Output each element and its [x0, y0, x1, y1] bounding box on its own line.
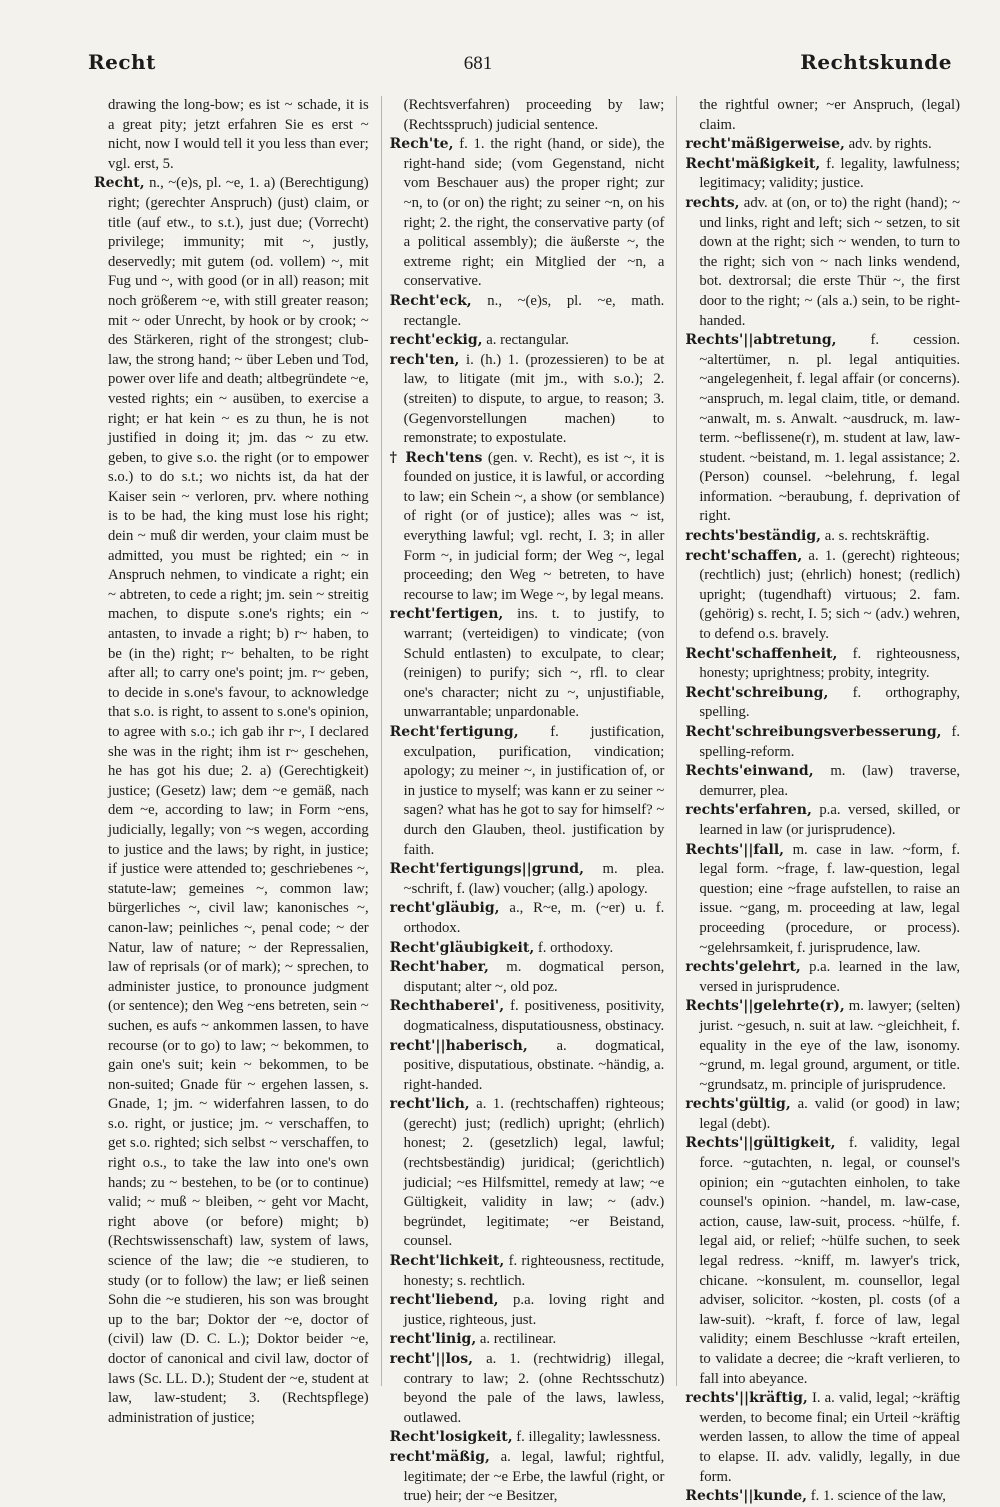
entry-definition: a. rectilinear. — [479, 1331, 557, 1348]
entry-headword: rechts'||kräftig, — [685, 1390, 808, 1407]
dictionary-entry — [685, 155, 960, 194]
entry-headword: recht'mäßigerweise, — [685, 136, 845, 153]
entry-definition: f. illegality; lawlessness. — [516, 1429, 661, 1446]
dictionary-entry — [685, 762, 960, 801]
entry-headword: Recht'eck, — [389, 292, 472, 309]
dictionary-entry — [390, 449, 665, 606]
dictionary-entry — [390, 723, 665, 860]
entry-definition: a., R~e, m. (~er) u. f. orthodox. — [403, 900, 665, 936]
entry-headword: Recht'schaffenheit, — [685, 645, 838, 662]
entry-definition: f. 1. the right (hand, or side), the right-hand side; (vom Gegenstand, nicht vom Beschauer aus) the proper right; zur ~n, to (or on) the right; zu seiner ~n, on his right; 2. the right, the conservative party (of a political assembly); die äußerste ~, the extreme right; ein Mitglied der ~n, a conservative. — [403, 136, 665, 290]
dictionary-entry — [390, 605, 665, 723]
entry-headword: recht'lich, — [389, 1096, 470, 1113]
entry-headword: recht'||haberisch, — [389, 1037, 528, 1054]
entry-definition: f. spelling-reform. — [699, 724, 961, 760]
entry-definition: a. legal, lawful; rightful, legitimate; der ~e Erbe, the lawful (right, or true) heir; der ~e Besitzer, — [403, 1448, 665, 1505]
entry-definition: (gen. v. Recht), es ist ~, it is founded on justice, it is lawful, or according to law; ein Schein ~, a show (or semblance) of right (or of justice); alles was ~ ist, everything lawful; vgl. recht, I. 3; in aller Form ~, in judicial form; der Weg ~, legal proceeding; den Weg ~ betreten, to have recourse to law; im Wege ~, by legal means. — [403, 449, 665, 603]
column-3 — [676, 96, 961, 1505]
dictionary-entry — [685, 331, 960, 527]
entry-headword: Rech'te, — [389, 136, 454, 153]
entry-headword: Rechts'||fall, — [685, 841, 785, 858]
dictionary-entry — [390, 860, 665, 899]
dictionary-entry — [685, 958, 960, 997]
entry-definition: f. 1. science of the law, — [810, 1488, 946, 1505]
entry-headword: Rechts'||gültigkeit, — [685, 1135, 836, 1152]
entry-definition: f. positiveness, positivity, dogmaticalness, disputatiousness, obstinacy. — [403, 998, 665, 1034]
entry-headword: recht'liebend, — [389, 1292, 499, 1309]
header-right-guideword: Rechtskunde — [800, 50, 952, 74]
entry-definition: f. righteousness, rectitude, honesty; s. rechtlich. — [403, 1253, 665, 1289]
entry-definition: p.a. versed, skilled, or learned in law (or jurisprudence). — [699, 802, 961, 838]
dictionary-entry — [94, 174, 369, 1428]
entry-headword: rechts, — [685, 194, 740, 211]
entry-definition: m. case in law. ~form, f. legal form. ~frage, f. law-question, legal question; eine ~frage aufstellen, to raise an issue. ~gang, m. proceeding at law, legal proceeding (procedure, or process). ~gelehrsamkeit, f. jurisprudence, law. — [699, 841, 961, 956]
dictionary-entry — [390, 1448, 665, 1507]
dictionary-entry — [390, 1350, 665, 1428]
dictionary-entry — [685, 135, 960, 155]
entry-definition: p.a. learned in the law, versed in jurisprudence. — [699, 959, 961, 995]
entry-headword: recht'gläubig, — [389, 900, 500, 917]
entry-headword: rech'ten, — [389, 351, 460, 368]
dictionary-entry — [390, 135, 665, 292]
entry-headword: rechts'erfahren, — [685, 802, 812, 819]
dictionary-entry — [390, 1037, 665, 1096]
entry-definition: a. rectangular. — [486, 332, 569, 349]
entry-headword: Recht'gläubigkeit, — [389, 939, 535, 956]
dictionary-entry — [685, 841, 960, 959]
entry-definition: f. validity, legal force. ~gutachten, n. legal, or counsel's opinion; ein ~gutachten einholen, to take counsel's opinion. ~handel, m. law-case, action, cause, law-suit, process. ~hülfe, f. legal aid, or relief; ~hülfe suchen, to seek legal redress. ~kniff, m. lawyer's trick, chicane. ~konsulent, m. counsellor, legal adviser, solicitor. ~kosten, pl. costs (of a law-suit). ~kraft, f. force of law, legal validity; einem Beschlusse ~kraft erteilen, to validate a decree; die ~kraft verlieren, to fall into abeyance. — [699, 1135, 961, 1387]
entry-definition: I. a. valid, legal; ~kräftig werden, to become final; ein Urteil ~kräftig werden lassen, to allow the time of appeal to elapse. II. adv. validly, legally, in due form. — [699, 1390, 961, 1485]
entry-headword: recht'eckig, — [389, 332, 483, 349]
dictionary-entry — [685, 1134, 960, 1389]
page-number: 681 — [463, 53, 493, 74]
entry-definition: m. (law) traverse, demurrer, plea. — [699, 763, 961, 799]
entry-headword: rechts'beständig, — [685, 528, 822, 545]
entry-definition: a. s. rechtskräftig. — [824, 528, 930, 545]
entry-headword: rechts'gelehrt, — [685, 959, 801, 976]
dictionary-entry — [685, 1487, 960, 1507]
entry-definition: a. dogmatical, positive, disputatious, obstinate. ~händig, a. right-handed. — [403, 1037, 665, 1093]
entry-definition: m. lawyer; (selten) jurist. ~gesuch, n. suit at law. ~gleichheit, f. equality in the eye of the law, isonomy. ~grund, m. legal ground, argument, or title. ~grundsatz, m. principle of jurisprudence. — [699, 998, 961, 1093]
entry-headword: Rechthaberei', — [389, 998, 505, 1015]
entry-definition: a. 1. (rechtwidrig) illegal, contrary to law; 2. (ohne Rechtsschutz) beyond the pale of the laws, lawless, outlawed. — [403, 1351, 665, 1426]
entry-definition: i. (h.) 1. (prozessieren) to be at law, to litigate (mit jm., with s.o.); 2. (streiten) to dispute, to argue, to reason; 3. (Gegenvorstellungen machen) to remonstrate; to expostulate. — [403, 351, 665, 447]
entry-definition: m. plea. ~schrift, f. (law) voucher; (allg.) apology. — [403, 861, 665, 897]
dictionary-entry — [390, 1252, 665, 1291]
entry-headword: Rechts'einwand, — [685, 763, 814, 780]
entry-headword: Recht, — [94, 175, 145, 192]
dictionary-entry — [390, 899, 665, 938]
column-1 — [94, 96, 369, 1426]
dictionary-entry — [390, 1428, 665, 1448]
entry-headword: Rechts'||gelehrte(r), — [685, 998, 845, 1015]
entry-headword: † Rech'tens — [389, 449, 483, 466]
entry-definition: f. cession. ~altertümer, n. pl. legal antiquities. ~angelegenheit, f. legal affair (or concerns). ~anspruch, m. legal claim, title, or demand. ~anwalt, m. s. Anwalt. ~ausdruck, m. law-term. ~beflissene(r), m. student at law, law-student. ~beistand, m. 1. legal assistance; 2. (Person) counsel. ~belehrung, f. legal information. ~beraubung, f. deprivation of right. — [699, 332, 961, 525]
dictionary-entry — [390, 939, 665, 959]
dictionary-entry — [685, 997, 960, 1095]
header-left-guideword: Recht — [88, 50, 156, 74]
entry-definition: f. legality, lawfulness; legitimacy; validity; justice. — [699, 155, 961, 192]
dictionary-entry — [390, 96, 665, 135]
entry-headword: recht'fertigen, — [389, 606, 504, 623]
entry-headword: recht'schaffen, — [685, 547, 803, 564]
dictionary-entry — [390, 292, 665, 331]
dictionary-entry — [390, 351, 665, 449]
entry-definition: a. 1. (rechtschaffen) righteous; (gerecht) just; (redlich) upright; (ehrlich) honest; 2. (gesetzlich) legal, lawful; (rechtsbeständig) juridical; (gerichtlich) judicial; ~es Hilfsmittel, remedy at law; ~e Gültigkeit, validity in law; ~ (adv.) begründet, legitimate; ~er Beistand, counsel. — [403, 1096, 665, 1250]
entry-definition: a. 1. (gerecht) righteous; (rechtlich) just; (ehrlich) honest; (redlich) upright; (tugendhaft) virtuous; 2. fam. (gehörig) s. recht, I. 5; sich ~ (adv.) wehren, to defend o.s. bravely. — [699, 547, 961, 643]
entry-definition: adv. by rights. — [848, 136, 932, 153]
dictionary-entry — [390, 958, 665, 997]
entry-definition: f. orthography, spelling. — [699, 684, 961, 721]
dictionary-entry — [685, 723, 960, 762]
entry-definition: f. justification, exculpation, purification, vindication; apology; zu meiner ~, in justification of, or in justice to myself; was kann er zu seiner ~ sagen? what has he got to say for himself? ~ durch den Glauben, theol. justification by faith. — [403, 724, 665, 858]
dictionary-entry — [685, 96, 960, 135]
entry-definition: (Rechtsverfahren) proceeding by law; (Rechtsspruch) judicial sentence. — [403, 97, 665, 133]
dictionary-entry — [685, 1095, 960, 1134]
entry-headword: Recht'schreibung, — [685, 684, 829, 701]
entry-headword: Rechts'||abtretung, — [685, 332, 837, 349]
dictionary-entry — [390, 1291, 665, 1330]
entry-definition: f. orthodoxy. — [537, 939, 614, 956]
columns — [94, 96, 961, 1505]
entry-headword: rechts'gültig, — [685, 1096, 791, 1113]
entry-headword: recht'mäßig, — [389, 1448, 490, 1465]
entry-headword: Recht'fertigung, — [389, 724, 519, 740]
entry-headword: Rechts'||kunde, — [685, 1488, 808, 1505]
dictionary-entry — [685, 194, 960, 331]
dictionary-entry — [685, 645, 960, 684]
entry-definition: a. valid (or good) in law; legal (debt). — [699, 1096, 961, 1132]
entry-definition: m. dogmatical person, disputant; alter ~, old poz. — [403, 959, 665, 995]
entry-headword: Recht'schreibungsverbesserung, — [685, 724, 942, 740]
dictionary-entry — [685, 1389, 960, 1487]
column-2 — [381, 96, 665, 1505]
dictionary-entry — [94, 96, 369, 174]
dictionary-entry — [685, 547, 960, 645]
entry-headword: Recht'losigkeit, — [389, 1429, 513, 1446]
dictionary-entry — [390, 997, 665, 1036]
entry-definition: p.a. loving right and justice, righteous, just. — [403, 1292, 665, 1328]
dictionary-entry — [685, 684, 960, 723]
dictionary-entry — [390, 1095, 665, 1252]
entry-definition: f. righteousness, honesty; uprightness; probity, integrity. — [699, 645, 961, 682]
entry-definition: n., ~(e)s, pl. ~e, 1. a) (Berechtigung) right; (gerechter Anspruch) (just) claim, or title (auf etw., to s.t.), just due; (Vorrecht) privilege; immunity; mit ~, justly, deservedly; mit gutem (od. vollem) ~, mit Fug und ~, with good (or in all) reason; mit noch größerem ~e, with still greater reason; mit ~ oder Unrecht, by hook or by crook; ~ des Stärkeren, right of the strongest; club-law, the strong hand; ~ über Leben und Tod, power over life and death; altbegründete ~e, vested rights; ein ~ ausüben, to exercise a right; er hat kein ~ es zu thun, he is not justified in doing it; jm. das ~ zu etw. geben, to give s.o. the right (or to empower s.o.) to do s.t.; wo nichts ist, da hat der Kaiser sein ~ verloren, prv. where nothing is to be had, the king must lose his right; dein ~ muß dir werden, your claim must be admitted, you must be righted; ein ~ in Anspruch nehmen, to vindicate a right; ein ~ abtreten, to cede a right; jm. sein ~ streitig machen, to dispute s.one's rights; ein ~ antasten, to invade a right; b) r~ haben, to be (in the) right; r~ behalten, to be right after all; to carry one's point; jm. r~ geben, to decide in s.one's favour, to acknowledge that s.o. is right, to assent to s.one's opinion, to agree with s.o.; ich gab ihr r~, I declared she was in the right; ihm ist r~ geschehen, he has got his due; 2. a) (Gerechtigkeit) justice; (Gesetz) law; dem ~e gemäß, nach dem ~e, according to law; in Form ~ens, judicially, legally; von ~s wegen, according to justice and the laws; by right, in justice; if justice were attended to; geschriebenes ~, statute-law; gemeines ~, common law; bürgerliches ~, civil law; kanonisches ~, canon-law; peinliches ~, penal code; ~ der Natur, law of nature; ~ der Repressalien, law of reprisals (or of mark); ~ sprechen, to administer justice, to pronounce judgment (or sentence); den Weg ~ens betreten, sein ~ suchen, es aufs ~ ankommen lassen, to have recourse (or to go) to law; ~ bekommen, to gain one's suit; kein ~ bekommen, to be non-suited; Gnade für ~ ergehen lassen, s. Gnade, 1; jm. ~ widerfahren lassen, to do s.o. right, or justice; jm. ~ verschaffen, to get s.o. righted; sich selbst ~ verschaffen, to right o.s., to take the law into one's own hands; zu ~ bestehen, to be (or to continue) valid; ~ muß ~ bleiben, ~ geht vor Macht, right above (or before) might; b) (Rechtswissenschaft) law, system of laws, science of the law; die ~e studieren, to study (or to follow) the law; er ließ seinen Sohn die ~e studieren, his son was brought up to the bar; Doktor der ~e, doctor of (civil) law (D. C. L.); Doktor beider ~e, doctor of canonical and civil law, doctor of laws (Sc. LL. D.); Student der ~e, student at law, law-student; 3. (Rechtspflege) administration of justice; — [108, 175, 369, 1426]
dictionary-entry — [685, 527, 960, 547]
entry-headword: Recht'fertigungs||grund, — [389, 861, 584, 878]
entry-definition: n., ~(e)s, pl. ~e, math. rectangle. — [403, 292, 665, 329]
entry-definition: ins. t. to justify, to warrant; (verteidigen) to vindicate; (von Schuld entlasten) to exculpate, to clear; (reinigen) to purify; sich ~, rfl. to clear one's character; nicht zu ~, unjustifiable, unwarrantable; unpardonable. — [403, 606, 665, 721]
entry-definition: drawing the long-bow; es ist ~ schade, it is a great pity; jetzt erfahren Sie es erst ~ nicht, now I would tell it you less than ever; vgl. erst, 5. — [108, 97, 369, 172]
entry-definition: the rightful owner; ~er Anspruch, (legal) claim. — [699, 97, 961, 133]
page-header — [88, 50, 952, 84]
entry-headword: Recht'haber, — [389, 959, 489, 976]
entry-headword: recht'linig, — [389, 1331, 477, 1348]
entry-definition: adv. at (on, or to) the right (hand); ~ und links, right and left; sich ~ setzen, to sit down at the right; sich ~ wenden, to turn to the right; sich von ~ nach links wendend, bot. dextrorsal; die erste Thür ~, the first door to the right; ~ (als a.) sein, to be right-handed. — [699, 194, 961, 329]
dictionary-entry — [685, 801, 960, 840]
entry-headword: Recht'mäßigkeit, — [685, 155, 821, 172]
dictionary-entry — [390, 1330, 665, 1350]
dictionary-entry — [390, 331, 665, 351]
entry-headword: Recht'lichkeit, — [389, 1253, 505, 1270]
entry-headword: recht'||los, — [389, 1351, 474, 1367]
